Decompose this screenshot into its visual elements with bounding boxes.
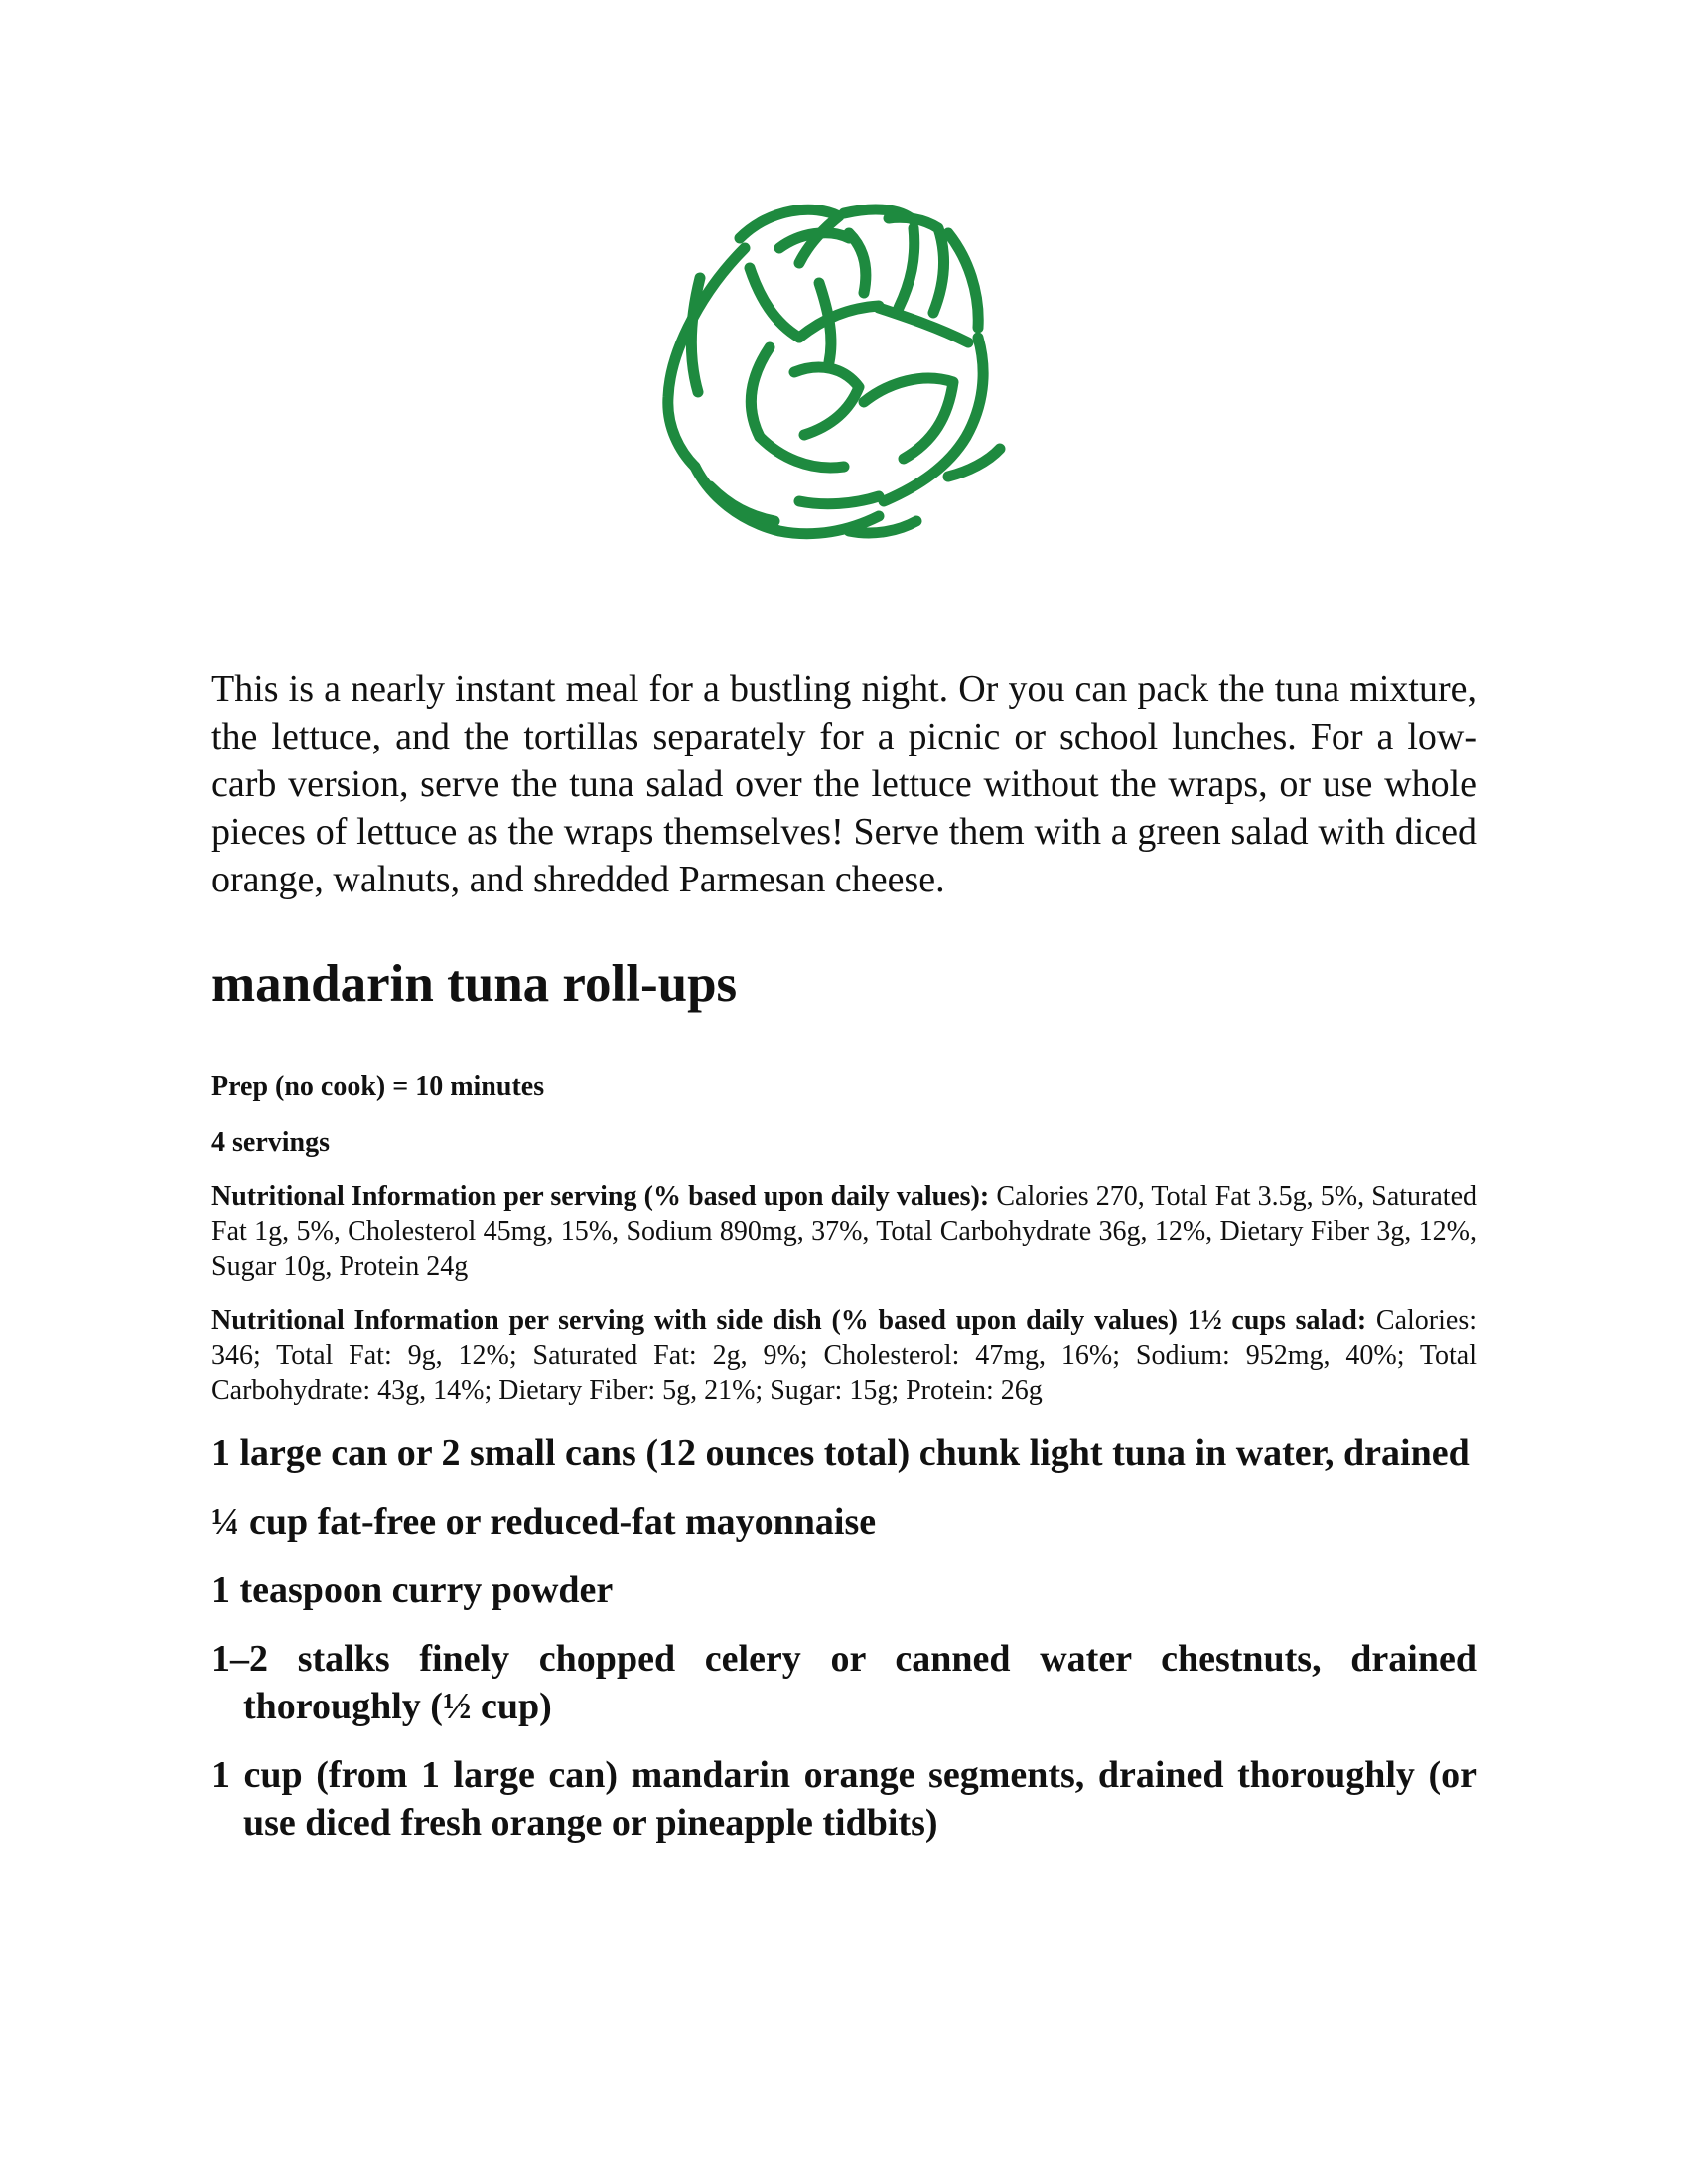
ingredient-item: 1 teaspoon curry powder [211, 1570, 614, 1611]
nutrition-info-side-dish [211, 1303, 1477, 1408]
servings: 4 servings [211, 1127, 330, 1158]
nutrition-label: Nutritional Information per serving with side dish (% based upon daily values) 1½ cups salad: [211, 1305, 1367, 1336]
prep-time: Prep (no cook) = 10 minutes [211, 1071, 545, 1102]
recipe-title: mandarin tuna roll-ups [211, 955, 738, 1013]
lettuce-illustration [650, 189, 1048, 566]
recipe-content [211, 665, 1477, 1867]
ingredient-item: ¼ cup fat-free or reduced-fat mayonnaise [211, 1501, 877, 1543]
lettuce-icon [650, 189, 1048, 566]
ingredient-item: 1 large can or 2 small cans (12 ounces total) chunk light tuna in water, drained [211, 1433, 1470, 1474]
ingredient-item: 1–2 stalks finely chopped celery or canned water chestnuts, drained thoroughly (½ cup) [211, 1638, 1477, 1727]
nutrition-values: Calories: 346; Total Fat: 9g, 12%; Saturated Fat: 2g, 9%; Cholesterol: 47mg, 16%; Sodium: 952mg, 40%; Total Carbohydrate: 43g, 14%; Dietary Fiber: 5g, 21%; Sugar: 15g; Protein: 26g [211, 1305, 1477, 1406]
ingredient-list [211, 1430, 1477, 1846]
nutrition-label: Nutritional Information per serving (% based upon daily values): [211, 1181, 990, 1212]
intro-paragraph: This is a nearly instant meal for a bustling night. Or you can pack the tuna mixture, the lettuce, and the tortillas separately for a picnic or school lunches. For a low-carb version, serve the tuna salad over the lettuce without the wraps, or use whole pieces of lettuce as the wraps themselves! Serve them with a green salad with diced orange, walnuts, and shredded Parmesan cheese. [211, 668, 1477, 900]
nutrition-values: Calories 270, Total Fat 3.5g, 5%, Saturated Fat 1g, 5%, Cholesterol 45mg, 15%, Sodium 890mg, 37%, Total Carbohydrate 36g, 12%, Dietary Fiber 3g, 12%, Sugar 10g, Protein 24g [211, 1181, 1477, 1282]
nutrition-info [211, 1179, 1477, 1284]
ingredient-item: 1 cup (from 1 large can) mandarin orange segments, drained thoroughly (or use diced fresh orange or pineapple tidbits) [211, 1754, 1477, 1843]
